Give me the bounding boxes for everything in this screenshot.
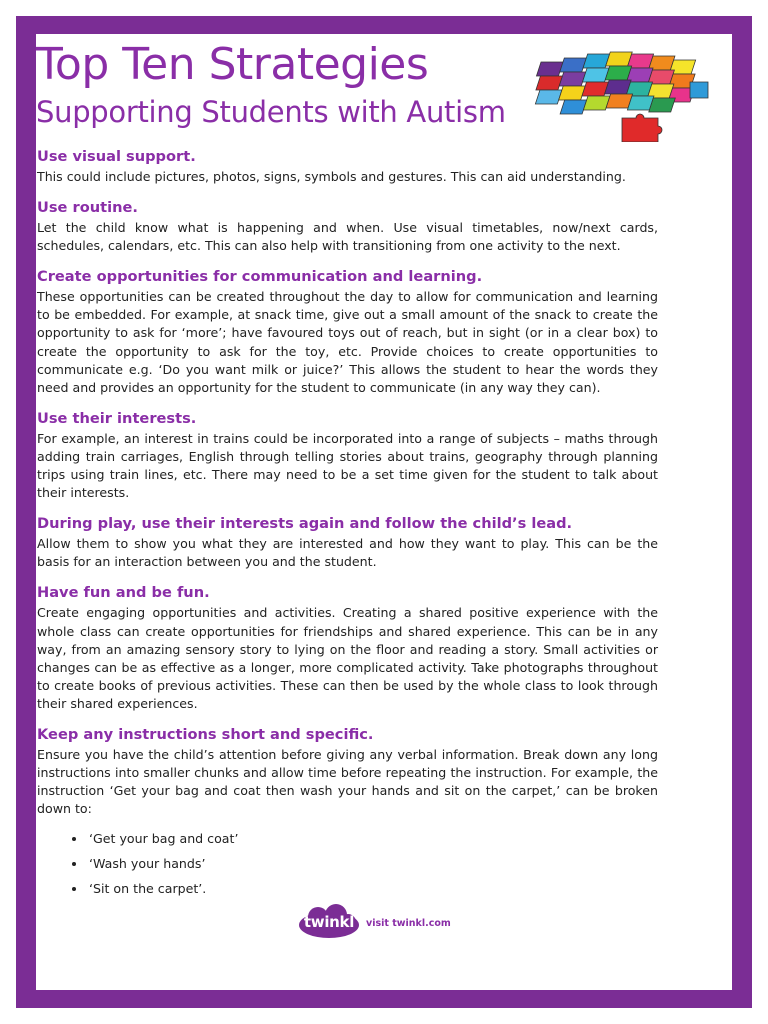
footer: [296, 903, 451, 943]
page-subtitle: Supporting Students with Autism: [36, 95, 506, 129]
strategy-body: Create engaging opportunities and activities. Creating a shared positive experience with the whole class can create opportunities for friendships and shared experience. This can be in any way, from an amazing sensory story to lying on the floor and reading a story. Small activities or changes can be as effective as a longer, more complicated activity. Take photographs throughout to create books of previous activities. These can then be used by the whole class to look through their shared experiences.: [37, 605, 658, 711]
strategy-body: Let the child know what is happening and when. Use visual timetables, now/next cards, schedules, calendars, etc. This can also help with transitioning from one activity to the next.: [37, 220, 658, 254]
strategy-heading: Use routine.: [37, 199, 138, 217]
strategy-section: [37, 199, 658, 255]
strategy-section: [37, 268, 658, 397]
puzzle-pieces-image: [514, 22, 714, 142]
strategy-heading: Create opportunities for communication and learning.: [37, 268, 483, 286]
puzzle-pieces-group: [524, 52, 708, 142]
strategy-heading: During play, use their interests again and follow the child’s lead.: [37, 515, 573, 533]
page-title: Top Ten Strategies: [36, 39, 429, 90]
visit-site-link[interactable]: visit twinkl.com: [366, 917, 451, 929]
strategy-section: [37, 584, 658, 713]
strategy-heading: Have fun and be fun.: [37, 584, 210, 602]
strategies-content: [37, 148, 658, 914]
strategy-section: [37, 726, 658, 901]
strategy-body: Ensure you have the child’s attention before giving any verbal information. Break down any long instructions into smaller chunks and allow time before repeating the instruction. For example, the instruction ‘Get your bag and coat then wash your hands and sit on the carpet,’ can be broken down to:: [37, 746, 658, 817]
strategy-section: [37, 148, 658, 186]
strategy-section: [37, 515, 658, 571]
twinkl-logo[interactable]: [296, 903, 362, 943]
strategy-body: For example, an interest in trains could be incorporated into a range of subjects – maths through adding train carriages, English through telling stories about trains, geography through planning trips using train lines, etc. There may need to be a set time given for the student to talk about their interests.: [37, 430, 658, 501]
strategy-body: Allow them to show you what they are interested and how they want to play. This can be the basis for an interaction between you and the student.: [37, 536, 658, 570]
bullet-item: • ‘Sit on the carpet’.: [87, 876, 658, 901]
strategy-body: These opportunities can be created throughout the day to allow for communication and learning to be embedded. For example, at snack time, give out a small amount of the snack to create the opportunity to ask for ‘more’; have favoured toys out of reach, but in sight (or in a clear box) to create the opportunity to ask for the toy, etc. Provide choices to create opportunities to communicate e.g. ‘Do you want milk or juice?’ This allows the student to hear the words they need and provides an opportunity for the student to communicate (in any way they can).: [37, 289, 658, 395]
strategy-heading: Use their interests.: [37, 409, 197, 427]
strategy-heading: Use visual support.: [37, 148, 196, 165]
strategy-body: This could include pictures, photos, signs, symbols and gestures. This can aid understanding.: [37, 169, 626, 184]
bullet-item: • ‘Wash your hands’: [87, 851, 658, 876]
strategy-section: [37, 410, 658, 502]
instruction-bullet-list: [37, 826, 658, 901]
logo-text: twinkl: [303, 913, 355, 931]
bullet-item: • ‘Get your bag and coat’: [87, 826, 658, 851]
strategy-heading: Keep any instructions short and specific.: [37, 725, 374, 743]
